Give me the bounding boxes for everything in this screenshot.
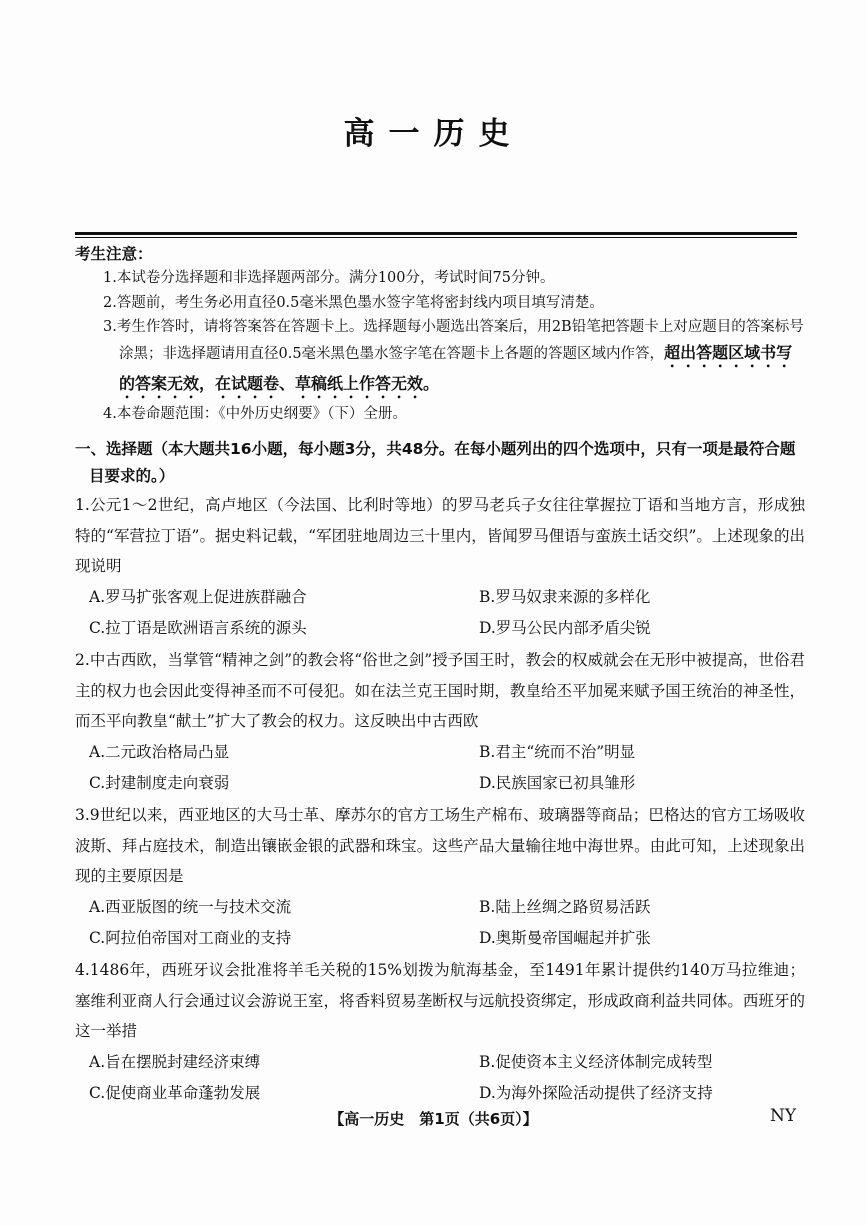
option-a: A.二元政治格局凸显	[89, 742, 230, 761]
option-b: B.君主“统而不治”明显	[479, 742, 636, 761]
option-d: D.奥斯曼帝国崛起并扩张	[479, 928, 651, 947]
options	[75, 1047, 805, 1109]
section-heading	[75, 436, 805, 490]
options	[75, 582, 805, 644]
question-3	[75, 800, 805, 954]
option-c: C.促使商业革命蓬勃发展	[89, 1083, 261, 1102]
question-4	[75, 955, 805, 1109]
candidate-notice	[75, 242, 805, 426]
option-c: C.封建制度走向衰弱	[89, 773, 230, 792]
option-d: D.罗马公民内部矛盾尖锐	[479, 618, 651, 637]
section-heading-line2: 目要求的。）	[89, 467, 175, 485]
option-a: A.罗马扩张客观上促进族群融合	[89, 587, 307, 606]
option-b: B.陆上丝绸之路贸易活跃	[479, 897, 651, 916]
page-title: 高一历史	[343, 116, 524, 152]
page-footer: 【高一历史 第1页（共6页）】	[329, 1110, 538, 1128]
question-stem: 1.公元1～2世纪，高卢地区（今法国、比利时等地）的罗马老兵子女往往掌握拉丁语和当地方言，形成独特的“军营拉丁语”。据史料记载，“军团驻地周边三十里内，皆闻罗马俚语与蛮族土话交织”。上述现象的出现说明	[75, 496, 805, 575]
notice-item-3	[91, 315, 805, 402]
header-rule-thin	[75, 237, 797, 238]
notice-item-4: 4.本卷命题范围：《中外历史纲要》（下）全册。	[103, 405, 407, 422]
options	[75, 737, 805, 799]
option-a: A.旨在摆脱封建经济束缚	[89, 1052, 261, 1071]
option-b: B.罗马奴隶来源的多样化	[479, 587, 651, 606]
notice-item-3-text: 3.考生作答时，请将答案答在答题卡上。选择题每小题选出答案后，用2B铅笔把答题卡上对应题目的答案标号涂黑；非选择题请用直径0.5毫米黑色墨水签字笔在答题卡上各题的答题区域内作答，	[103, 319, 804, 362]
options	[75, 892, 805, 954]
option-a: A.西亚版图的统一与技术交流	[89, 897, 292, 916]
question-2	[75, 645, 805, 799]
notice-emphasis: 超出答题区域书写的答案无效，在试题卷、草稿纸上作答无效。	[119, 342, 793, 393]
paper-code: NY	[770, 1106, 797, 1126]
question-1	[75, 490, 805, 644]
notice-item-2: 2.答题前，考生务必用直径0.5毫米黑色墨水签字笔将密封线内项目填写清楚。	[103, 294, 604, 311]
header-rule-thick	[75, 232, 797, 235]
section-heading-line1: 一、选择题（本大题共16小题，每小题3分，共48分。在每小题列出的四个选项中，只有一项是最符合题	[75, 440, 796, 458]
option-d: D.民族国家已初具雏形	[479, 773, 636, 792]
option-d: D.为海外探险活动提供了经济支持	[479, 1083, 713, 1102]
question-stem: 3.9世纪以来，西亚地区的大马士革、摩苏尔的官方工场生产棉布、玻璃器等商品；巴格达的官方工场吸收波斯、拜占庭技术，制造出镶嵌金银的武器和珠宝。这些产品大量输往地中海世界。由此可知，上述现象出现的主要原因是	[75, 806, 805, 885]
notice-heading: 考生注意：	[75, 245, 153, 263]
question-stem: 2.中古西欧，当掌管“精神之剑”的教会将“俗世之剑”授予国王时，教会的权威就会在无形中被提高，世俗君主的权力也会因此变得神圣而不可侵犯。如在法兰克王国时期，教皇给丕平加冕来赋予国王统治的神圣性，而丕平向教皇“献土”扩大了教会的权力。这反映出中古西欧	[75, 651, 805, 730]
question-stem: 4.1486年，西班牙议会批准将羊毛关税的15%划拨为航海基金，至1491年累计提供约140万马拉维迪；塞维利亚商人行会通过议会游说王室，将香料贸易垄断权与远航投资绑定，形成政商利益共同体。西班牙的这一举措	[75, 961, 805, 1040]
option-b: B.促使资本主义经济体制完成转型	[479, 1052, 713, 1071]
option-c: C.阿拉伯帝国对工商业的支持	[89, 928, 292, 947]
notice-item-1: 1.本试卷分选择题和非选择题两部分。满分100分，考试时间75分钟。	[103, 270, 555, 286]
option-c: C.拉丁语是欧洲语言系统的源头	[89, 618, 307, 637]
